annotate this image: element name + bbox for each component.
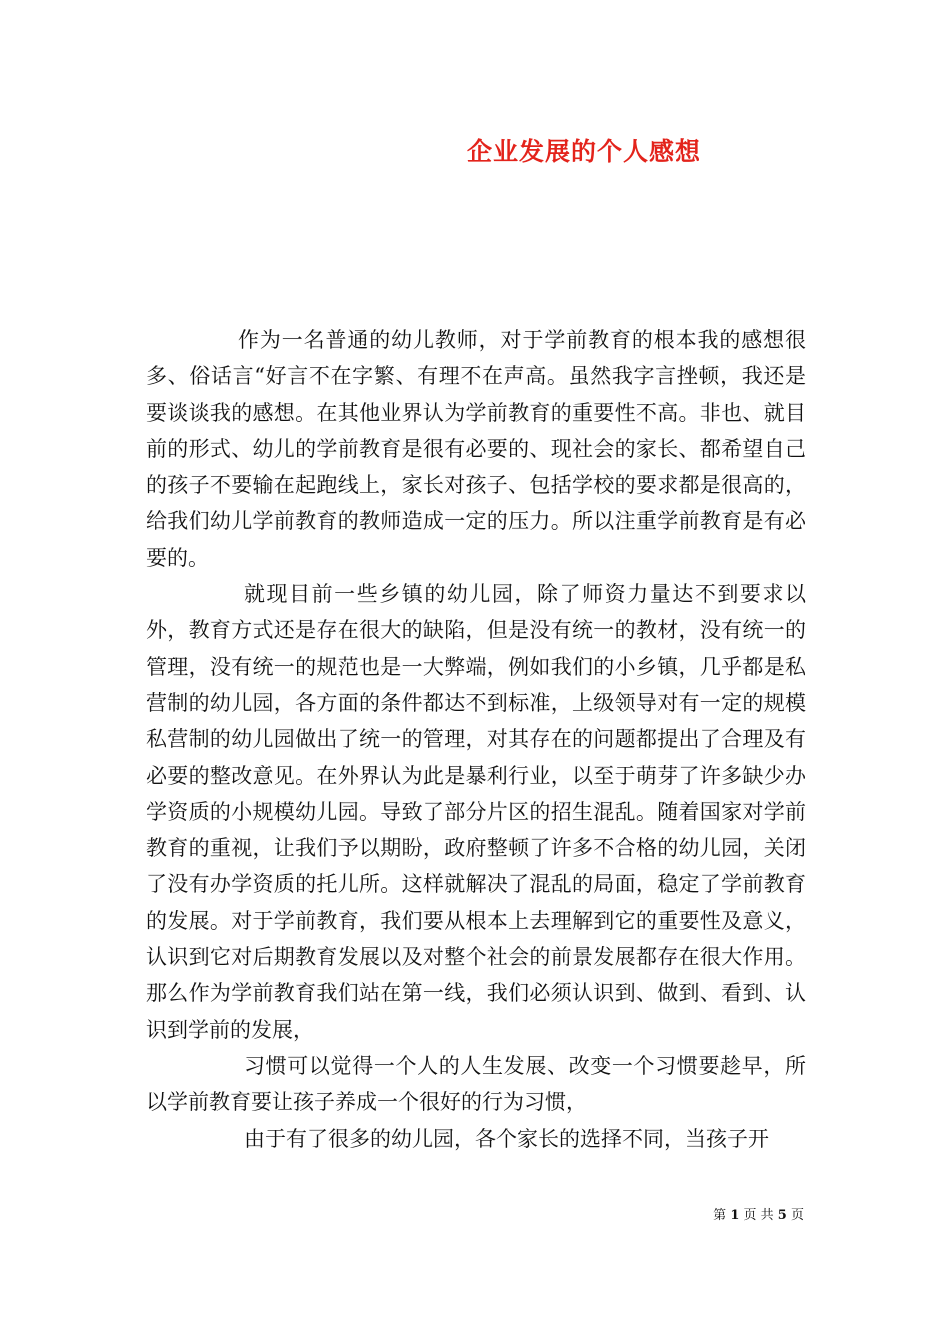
document-title: 企业发展的个人感想	[466, 137, 701, 166]
document-body	[146, 322, 806, 1157]
current-page-number: 1	[730, 1208, 740, 1223]
footer-suffix: 页	[790, 1208, 804, 1223]
total-page-number: 5	[777, 1208, 787, 1223]
page-number-footer	[713, 1204, 804, 1223]
paragraph: 由于有了很多的幼儿园，各个家长的选择不同，当孩子开	[244, 1126, 769, 1151]
paragraph: 习惯可以觉得一个人的人生发展、改变一个习惯要趁早，所以学前教育要让孩子养成一个很好的行为习惯，	[146, 1053, 806, 1115]
paragraph: 作为一名普通的幼儿教师，对于学前教育的根本我的感想很多、俗话言“好言不在字繁、有理不在声高。虽然我字言挫顿，我还是要谈谈我的感想。在其他业界认为学前教育的重要性不高。非也、就目前的形式、幼儿的学前教育是很有必要的、现社会的家长、都希望自己的孩子不要输在起跑线上，家长对孩子、包括学校的要求都是很高的，给我们幼儿学前教育的教师造成一定的压力。所以注重学前教育是有必要的。	[146, 328, 806, 570]
footer-prefix: 第	[713, 1208, 727, 1223]
footer-middle: 页 共	[743, 1208, 774, 1223]
paragraph: 就现目前一些乡镇的幼儿园，除了师资力量达不到要求以外，教育方式还是存在很大的缺陷，但是没有统一的教材，没有统一的管理，没有统一的规范也是一大弊端，例如我们的小乡镇，几乎都是私营制的幼儿园，各方面的条件都达不到标准，上级领导对有一定的规模私营制的幼儿园做出了统一的管理，对其存在的问题都提出了合理及有必要的整改意见。在外界认为此是暴利行业，以至于萌芽了许多缺少办学资质的小规模幼儿园。导致了部分片区的招生混乱。随着国家对学前教育的重视，让我们予以期盼，政府整顿了许多不合格的幼儿园，关闭了没有办学资质的托儿所。这样就解决了混乱的局面，稳定了学前教育的发展。对于学前教育，我们要从根本上去理解到它的重要性及意义，认识到它对后期教育发展以及对整个社会的前景发展都存在很大作用。那么作为学前教育我们站在第一线，我们必须认识到、做到、看到、认识到学前的发展，	[146, 582, 806, 1042]
